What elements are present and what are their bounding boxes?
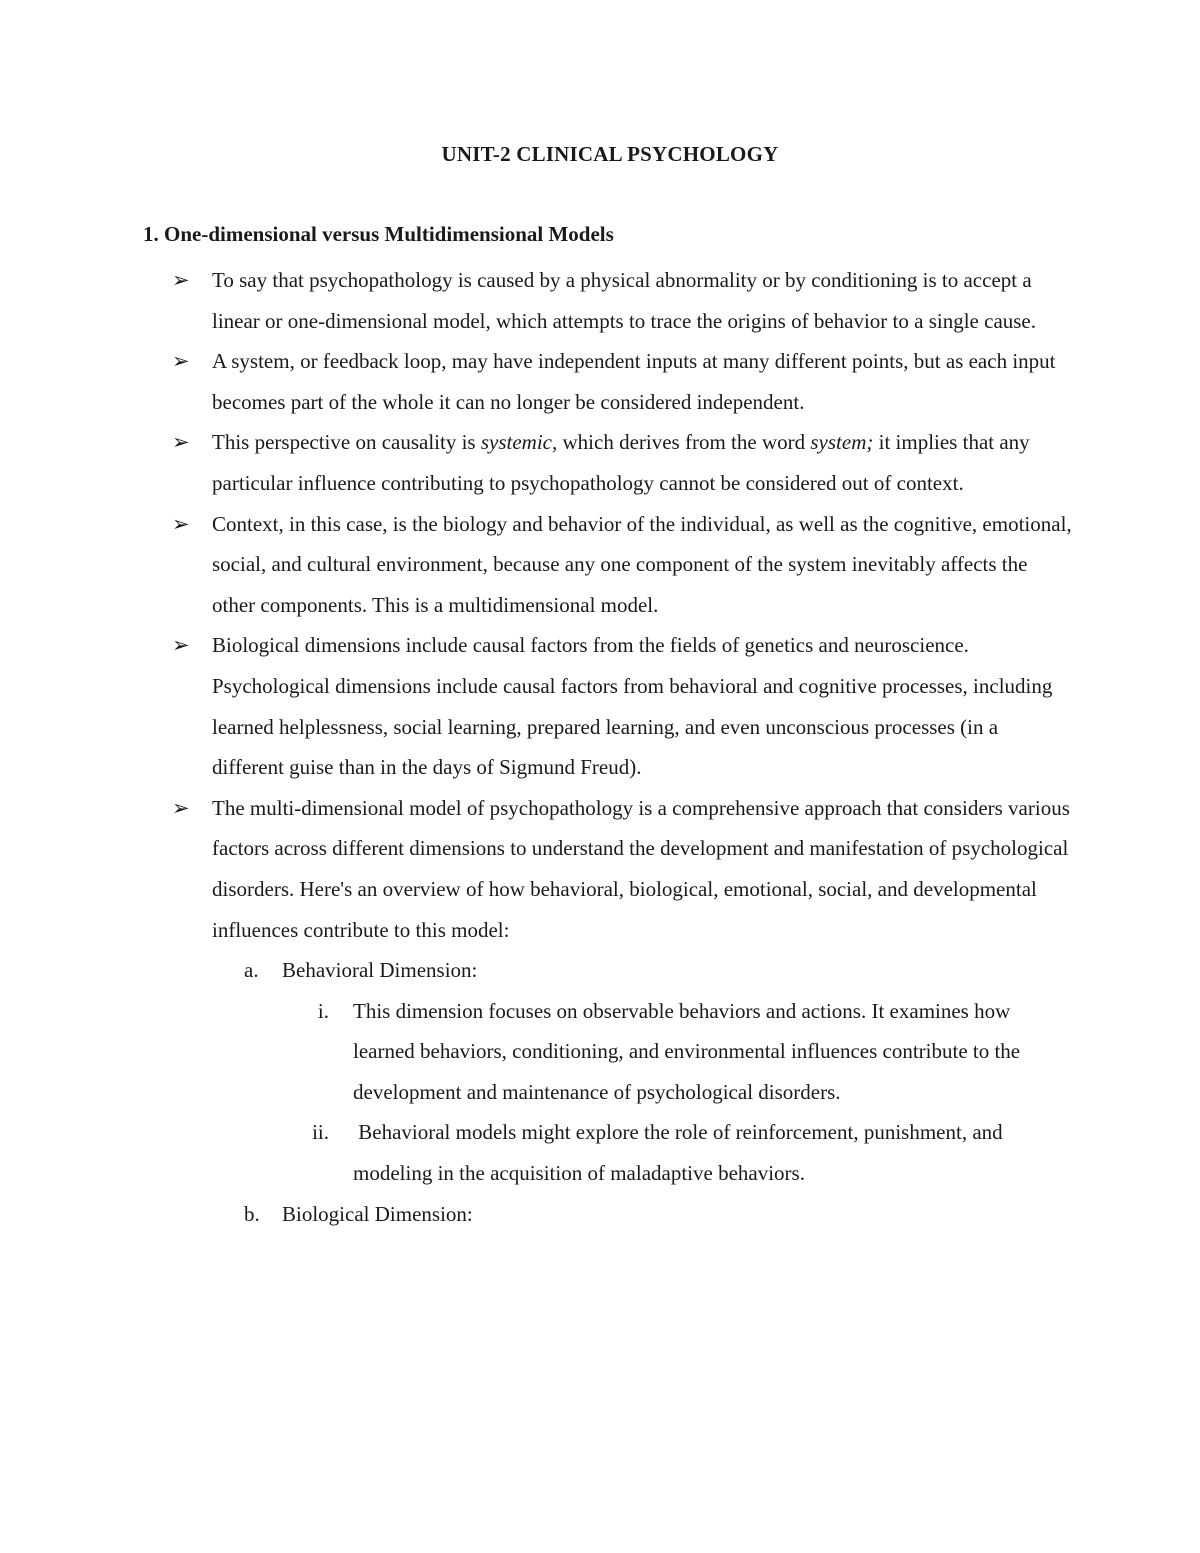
bullet-list [172, 260, 1072, 1234]
arrow-bullet-icon: ➢ [172, 795, 190, 820]
bullet-text: The multi-dimensional model of psychopathology is a comprehensive approach that considers various factors across different dimensions to understand the development and manifestation of psychological disorders. Here's an overview of how behavioral, biological, emotional, social, and developmental influences contribute to this model: [212, 795, 1070, 942]
section-heading: 1. One-dimensional versus Multidimensional Models [143, 222, 614, 246]
text-run: which derives from the word [557, 430, 811, 455]
dimension-point [285, 1112, 1072, 1193]
bullet-text [212, 422, 1072, 503]
list-item [172, 260, 1072, 341]
text-run: This perspective on causality is [212, 430, 481, 455]
point-text: Behavioral models might explore the role of reinforcement, punishment, and modeling in the acquisition of maladaptive behaviors. [353, 1120, 1008, 1186]
point-text: This dimension focuses on observable behaviors and actions. It examines how learned behaviors, conditioning, and environmental influences contribute to the development and maintenance of psychological disorders. [353, 998, 1021, 1104]
point-label: i. [317, 998, 329, 1023]
list-item [172, 625, 1072, 787]
bullet-text: Context, in this case, is the biology and behavior of the individual, as well as the cognitive, emotional, social, and cultural environment, because any one component of the system inevitably affects the other components. This is a multidimensional model. [212, 511, 1072, 617]
list-item [172, 341, 1072, 422]
arrow-bullet-icon: ➢ [172, 268, 190, 292]
dimension-point [285, 991, 1072, 1113]
dimension-name: Biological Dimension: [282, 1201, 473, 1226]
bullet-text: To say that psychopathology is caused by a physical abnormality or by conditioning is to accept a linear or one-dimensional model, which attempts to trace the origins of behavior to a single cause. [212, 268, 1037, 333]
italic-term: system; [810, 430, 874, 455]
list-item [172, 788, 1072, 950]
text-run: it implies that any particular influence contributing to psychopathology cannot be considered out of context. [212, 430, 1030, 495]
page-title: UNIT-2 CLINICAL PSYCHOLOGY [441, 142, 779, 166]
point-label: ii. [312, 1120, 329, 1145]
italic-term: systemic, [480, 430, 558, 455]
bullet-text: A system, or feedback loop, may have independent inputs at many different points, but as each input becomes part of the whole it can no longer be considered independent. [212, 349, 1056, 414]
dimension-name: Behavioral Dimension: [282, 958, 478, 983]
dimension-heading [244, 1194, 1072, 1235]
arrow-bullet-icon: ➢ [172, 511, 190, 536]
list-item [172, 504, 1072, 626]
list-item [172, 422, 1072, 503]
arrow-bullet-icon: ➢ [172, 349, 190, 374]
dimension-label: b. [244, 1201, 260, 1226]
dimension-label: a. [244, 958, 259, 983]
bullet-text: Biological dimensions include causal factors from the fields of genetics and neuroscience. Psychological dimensions include causal factors from behavioral and cognitive processes, including learned helplessness, social learning, prepared learning, and even unconscious processes (in a different guise than in the days of Sigmund Freud). [212, 633, 1053, 780]
dimension-heading [244, 950, 1072, 991]
arrow-bullet-icon: ➢ [172, 430, 190, 455]
arrow-bullet-icon: ➢ [172, 633, 190, 658]
